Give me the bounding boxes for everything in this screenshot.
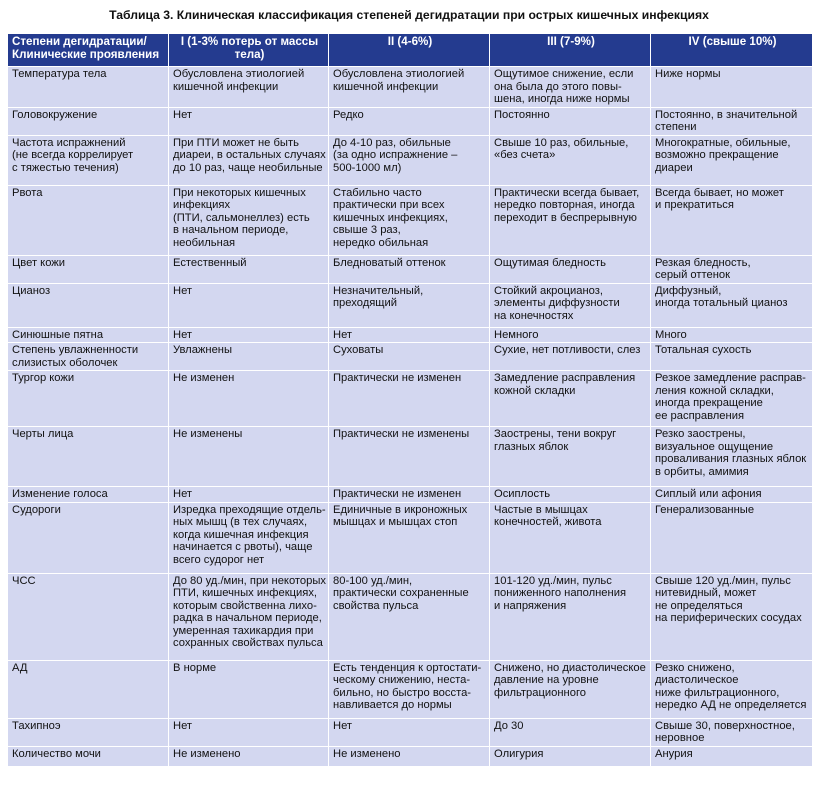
table-cell: Бледноватый оттенок <box>329 255 490 283</box>
table-row <box>8 135 813 185</box>
table-cell: При ПТИ может не быть диареи, в остальных случаях до 10 раз, чаще необильные <box>169 135 329 185</box>
table-row <box>8 427 813 487</box>
row-label-cell: Тахипноэ <box>8 718 169 746</box>
table-cell: Замедление расправления кожной складки <box>490 371 651 427</box>
table-cell: До 30 <box>490 718 651 746</box>
table-cell: Увлажнены <box>169 343 329 371</box>
row-label-cell: Головокружение <box>8 107 169 135</box>
row-label-cell: Черты лица <box>8 427 169 487</box>
table-row <box>8 573 813 660</box>
table-cell: Диффузный, иногда тотальный цианоз <box>651 283 813 327</box>
table-cell: Сиплый или афония <box>651 487 813 503</box>
row-label-cell: Температура тела <box>8 67 169 108</box>
table-cell: Нет <box>169 327 329 343</box>
table-cell: Незначительный, преходящий <box>329 283 490 327</box>
table-row <box>8 502 813 573</box>
row-label-cell: Цвет кожи <box>8 255 169 283</box>
table-cell: Не изменено <box>169 746 329 766</box>
table-cell: Анурия <box>651 746 813 766</box>
table-cell: Практически всегда бывает, нередко повторная, иногда переходит в беспрерывную <box>490 185 651 255</box>
table-cell: Редко <box>329 107 490 135</box>
table-row <box>8 67 813 108</box>
table-cell: Нет <box>169 107 329 135</box>
table-cell: До 4-10 раз, обильные (за одно испражнение – 500-1000 мл) <box>329 135 490 185</box>
table-cell: Нет <box>169 283 329 327</box>
table-row <box>8 660 813 718</box>
table-cell: Свыше 10 раз, обильные, «без счета» <box>490 135 651 185</box>
table-cell: Резкая бледность, серый оттенок <box>651 255 813 283</box>
table-cell: Сухие, нет потливости, слез <box>490 343 651 371</box>
table-row <box>8 371 813 427</box>
table-cell: Единичные в икроножных мышцах и мышцах стоп <box>329 502 490 573</box>
table-row <box>8 107 813 135</box>
table-cell: До 80 уд./мин, при некоторых ПТИ, кишечных инфекциях, которым свойственна лихо- радка в начальном периоде, умеренная тахикардия при сохранных свойствах пульса <box>169 573 329 660</box>
table-cell: Практически не изменен <box>329 371 490 427</box>
table-cell: Ощутимая бледность <box>490 255 651 283</box>
table-cell: Есть тенденция к ортостати- ческому снижению, неста- бильно, но быстро восста- навливается до нормы <box>329 660 490 718</box>
table-cell: Обусловлена этиологией кишечной инфекции <box>169 67 329 108</box>
row-label-cell: Частота испражнений (не всегда коррелирует с тяжестью течения) <box>8 135 169 185</box>
header-cell-manifestations: Степени дегидратации/ Клинические проявления <box>8 34 169 67</box>
table-cell: Свыше 30, поверхностное, неровное <box>651 718 813 746</box>
table-cell: Заострены, тени вокруг глазных яблок <box>490 427 651 487</box>
table-row <box>8 746 813 766</box>
table-row <box>8 283 813 327</box>
table-cell: Снижено, но диастолическое давление на уровне фильтрационного <box>490 660 651 718</box>
table-cell: При некоторых кишечных инфекциях (ПТИ, сальмонеллез) есть в начальном периоде, необильная <box>169 185 329 255</box>
table-row <box>8 185 813 255</box>
table-cell: Суховаты <box>329 343 490 371</box>
table-cell: Свыше 120 уд./мин, пульс нитевидный, может не определяться на периферических сосудах <box>651 573 813 660</box>
header-cell-degree-4: IV (свыше 10%) <box>651 34 813 67</box>
table-cell: Постоянно <box>490 107 651 135</box>
table-cell: Не изменено <box>329 746 490 766</box>
row-label-cell: Цианоз <box>8 283 169 327</box>
table-cell: В норме <box>169 660 329 718</box>
table-cell: Нет <box>329 718 490 746</box>
table-cell: Стойкий акроцианоз, элементы диффузности на конечностях <box>490 283 651 327</box>
dehydration-table <box>7 33 813 767</box>
header-cell-degree-1: I (1-3% потерь от массы тела) <box>169 34 329 67</box>
row-label-cell: Количество мочи <box>8 746 169 766</box>
table-cell: Резко снижено, диастолическое ниже фильтрационного, нередко АД не определяется <box>651 660 813 718</box>
table-cell: Ниже нормы <box>651 67 813 108</box>
table-cell: Генерализованные <box>651 502 813 573</box>
row-label-cell: Рвота <box>8 185 169 255</box>
table-cell: Естественный <box>169 255 329 283</box>
table-cell: Тотальная сухость <box>651 343 813 371</box>
header-cell-degree-3: III (7-9%) <box>490 34 651 67</box>
table-cell: Обусловлена этиологией кишечной инфекции <box>329 67 490 108</box>
table-header-row <box>8 34 813 67</box>
table-cell: Много <box>651 327 813 343</box>
row-label-cell: Судороги <box>8 502 169 573</box>
table-cell: Не изменены <box>169 427 329 487</box>
header-cell-degree-2: II (4-6%) <box>329 34 490 67</box>
table-cell: Нет <box>329 327 490 343</box>
table-cell: Резко заострены, визуальное ощущение проваливания глазных яблок в орбиты, амимия <box>651 427 813 487</box>
table-cell: Нет <box>169 718 329 746</box>
table-cell: Постоянно, в значительной степени <box>651 107 813 135</box>
table-cell: Резкое замедление расправ- ления кожной складки, иногда прекращение ее расправления <box>651 371 813 427</box>
table-cell: 101-120 уд./мин, пульс пониженного наполнения и напряжения <box>490 573 651 660</box>
table-cell: Изредка преходящие отдель- ных мышц (в тех случаях, когда кишечная инфекция начинается с рвоты), чаще всего судорог нет <box>169 502 329 573</box>
table-cell: Олигурия <box>490 746 651 766</box>
table-cell: Практически не изменен <box>329 487 490 503</box>
table-row <box>8 255 813 283</box>
table-row <box>8 487 813 503</box>
table-cell: 80-100 уд./мин, практически сохраненные свойства пульса <box>329 573 490 660</box>
table-title: Таблица 3. Клиническая классификация степеней дегидратации при острых кишечных инфекциях <box>109 8 709 22</box>
table-row <box>8 327 813 343</box>
table-cell: Осиплость <box>490 487 651 503</box>
table-cell: Немного <box>490 327 651 343</box>
row-label-cell: Изменение голоса <box>8 487 169 503</box>
table-cell: Многократные, обильные, возможно прекращение диареи <box>651 135 813 185</box>
table-cell: Не изменен <box>169 371 329 427</box>
table-cell: Стабильно часто практически при всех кишечных инфекциях, свыше 3 раз, нередко обильная <box>329 185 490 255</box>
table-cell: Всегда бывает, но может и прекратиться <box>651 185 813 255</box>
row-label-cell: ЧСС <box>8 573 169 660</box>
row-label-cell: Синюшные пятна <box>8 327 169 343</box>
table-cell: Частые в мышцах конечностей, живота <box>490 502 651 573</box>
table-row <box>8 343 813 371</box>
row-label-cell: Степень увлажненности слизистых оболочек <box>8 343 169 371</box>
row-label-cell: АД <box>8 660 169 718</box>
table-row <box>8 718 813 746</box>
table-cell: Практически не изменены <box>329 427 490 487</box>
table-cell: Ощутимое снижение, если она была до этого повы- шена, иногда ниже нормы <box>490 67 651 108</box>
row-label-cell: Тургор кожи <box>8 371 169 427</box>
table-cell: Нет <box>169 487 329 503</box>
